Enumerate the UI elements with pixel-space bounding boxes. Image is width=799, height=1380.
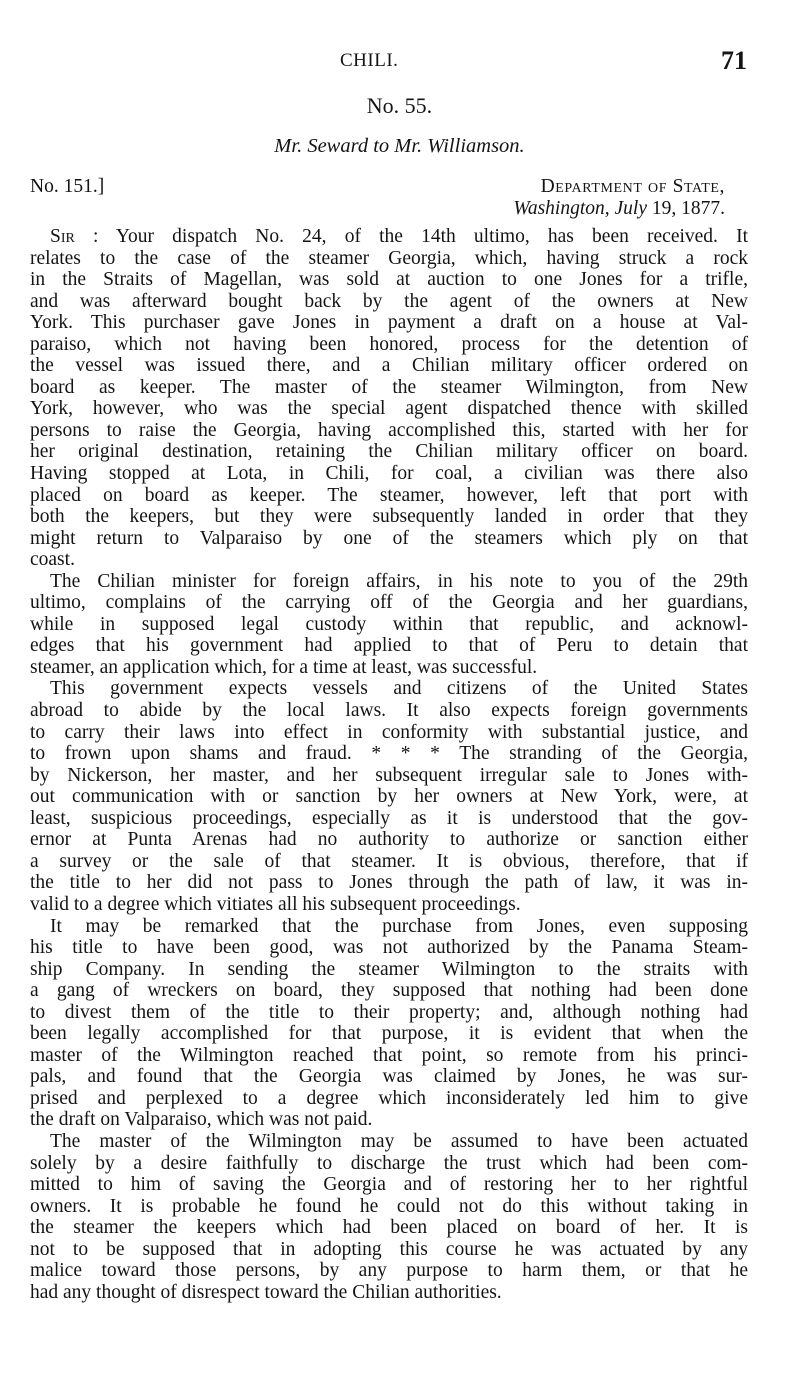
text-line: pals, and found that the Georgia was claimed by Jones, he was sur- (30, 1066, 748, 1088)
text-line: been legally accomplished for that purpose, it is evident that when the (30, 1023, 748, 1045)
text-line: ernor at Punta Arenas had no authority to authorize or sanction either (30, 829, 748, 851)
text-line: solely by a desire faithfully to discharge the trust which had been com- (30, 1152, 748, 1174)
text-line: ultimo, complains of the carrying off of the Georgia and her guardians, (30, 592, 748, 614)
text-line: by Nickerson, her master, and her subsequent irregular sale to Jones with- (30, 764, 748, 786)
text-line: It may be remarked that the purchase from Jones, even supposing (50, 915, 748, 937)
text-line: the draft on Valparaiso, which was not paid. (30, 1109, 373, 1131)
text-line: abroad to abide by the local laws. It also expects foreign governments (30, 700, 748, 722)
text-line: least, suspicious proceedings, especially as it is understood that the gov- (30, 807, 748, 829)
text-line: owners. It is probable he found he could not do this without taking in (30, 1195, 748, 1217)
text-line: Having stopped at Lota, in Chili, for coal, a civilian was there also (30, 463, 748, 485)
text-line: placed on board as keeper. The steamer, however, left that port with (30, 484, 748, 506)
document-title: Mr. Seward to Mr. Williamson. (274, 135, 525, 157)
running-head (0, 46, 799, 76)
running-title: CHILI. (340, 50, 399, 71)
text-line: while in supposed legal custody within that republic, and acknowl- (30, 613, 748, 635)
page-number: 71 (721, 46, 747, 75)
text-line: master of the Wilmington reached that point, so remote from his princi- (30, 1044, 748, 1066)
text-line: prised and perplexed to a degree which inconsiderately led him to give (30, 1087, 748, 1109)
text-line: had any thought of disrespect toward the Chilian authorities. (30, 1281, 502, 1303)
letter-body (30, 226, 748, 1303)
text-line: malice toward those persons, by any purpose to harm them, or that he (30, 1260, 748, 1282)
text-line: her original destination, retaining the Chilian military officer on board. (30, 441, 748, 463)
dateline-month: July (614, 198, 647, 219)
dateline-place-date: Washington, July 19, 1877. (513, 198, 725, 219)
text-line: ship Company. In sending the steamer Wilmington to the straits with (30, 958, 748, 980)
text-line: not to be supposed that in adopting this course he was actuated by any (30, 1238, 748, 1260)
text-line: coast. (30, 549, 75, 571)
text-line: paraiso, which not having been honored, process for the detention of (30, 333, 748, 355)
text-line: both the keepers, but they were subsequently landed in order that they (30, 506, 748, 528)
dateline-department: Department of State, (540, 176, 725, 197)
text-line: out communication with or sanction by her owners at New York, were, at (30, 786, 748, 808)
text-line: The master of the Wilmington may be assumed to have been actuated (50, 1130, 748, 1152)
text-line: board as keeper. The master of the steamer Wilmington, from New (30, 376, 748, 398)
dispatch-number: No. 151.] (30, 176, 105, 197)
text-line: edges that his government had applied to that of Peru to detain that (30, 635, 748, 657)
text-line: mitted to him of saving the Georgia and of restoring her to her rightful (30, 1174, 748, 1196)
text-line: the steamer the keepers which had been placed on board of her. It is (30, 1217, 748, 1239)
text-line: a gang of wreckers on board, they supposed that nothing had been done (30, 980, 748, 1002)
document-number: No. 55. (366, 93, 433, 118)
text-line: might return to Valparaiso by one of the steamers which ply on that (30, 527, 748, 549)
text-line: relates to the case of the steamer Georgia, which, having struck a rock (30, 247, 748, 269)
text-line: York. This purchaser gave Jones in payment a draft on a house at Val- (30, 312, 748, 334)
text-line: persons to raise the Georgia, having accomplished this, started with her for (30, 419, 748, 441)
text-line: valid to a degree which vitiates all his subsequent proceedings. (30, 893, 521, 915)
text-line: in the Straits of Magellan, was sold at auction to one Jones for a trifle, (30, 269, 748, 291)
text-line-content: : Your dispatch No. 24, of the 14th ultimo, has been received. It (74, 226, 748, 247)
text-line: York, however, who was the special agent dispatched thence with skilled (30, 398, 748, 420)
text-line: The Chilian minister for foreign affairs, in his note to you of the 29th (50, 570, 748, 592)
text-line: to frown upon shams and fraud. * * * The stranding of the Georgia, (30, 743, 748, 765)
text-line (30, 226, 748, 248)
salutation: Sir (50, 226, 75, 247)
text-line: to carry their laws into effect in conformity with substantial justice, and (30, 721, 748, 743)
dateline-day-year: 19, 1877. (651, 198, 725, 219)
text-line: and was afterward bought back by the agent of the owners at New (30, 290, 748, 312)
dateline-place: Washington (513, 198, 605, 219)
text-line: steamer, an application which, for a time at least, was successful. (30, 656, 538, 678)
text-line: his title to have been good, was not authorized by the Panama Steam- (30, 937, 748, 959)
text-line: This government expects vessels and citizens of the United States (50, 678, 748, 700)
text-line: the title to her did not pass to Jones through the path of law, it was in- (30, 872, 748, 894)
text-line: a survey or the sale of that steamer. It is obvious, therefore, that if (30, 850, 748, 872)
text-line: to divest them of the title to their property; and, although nothing had (30, 1001, 748, 1023)
text-line: the vessel was issued there, and a Chilian military officer ordered on (30, 355, 748, 377)
